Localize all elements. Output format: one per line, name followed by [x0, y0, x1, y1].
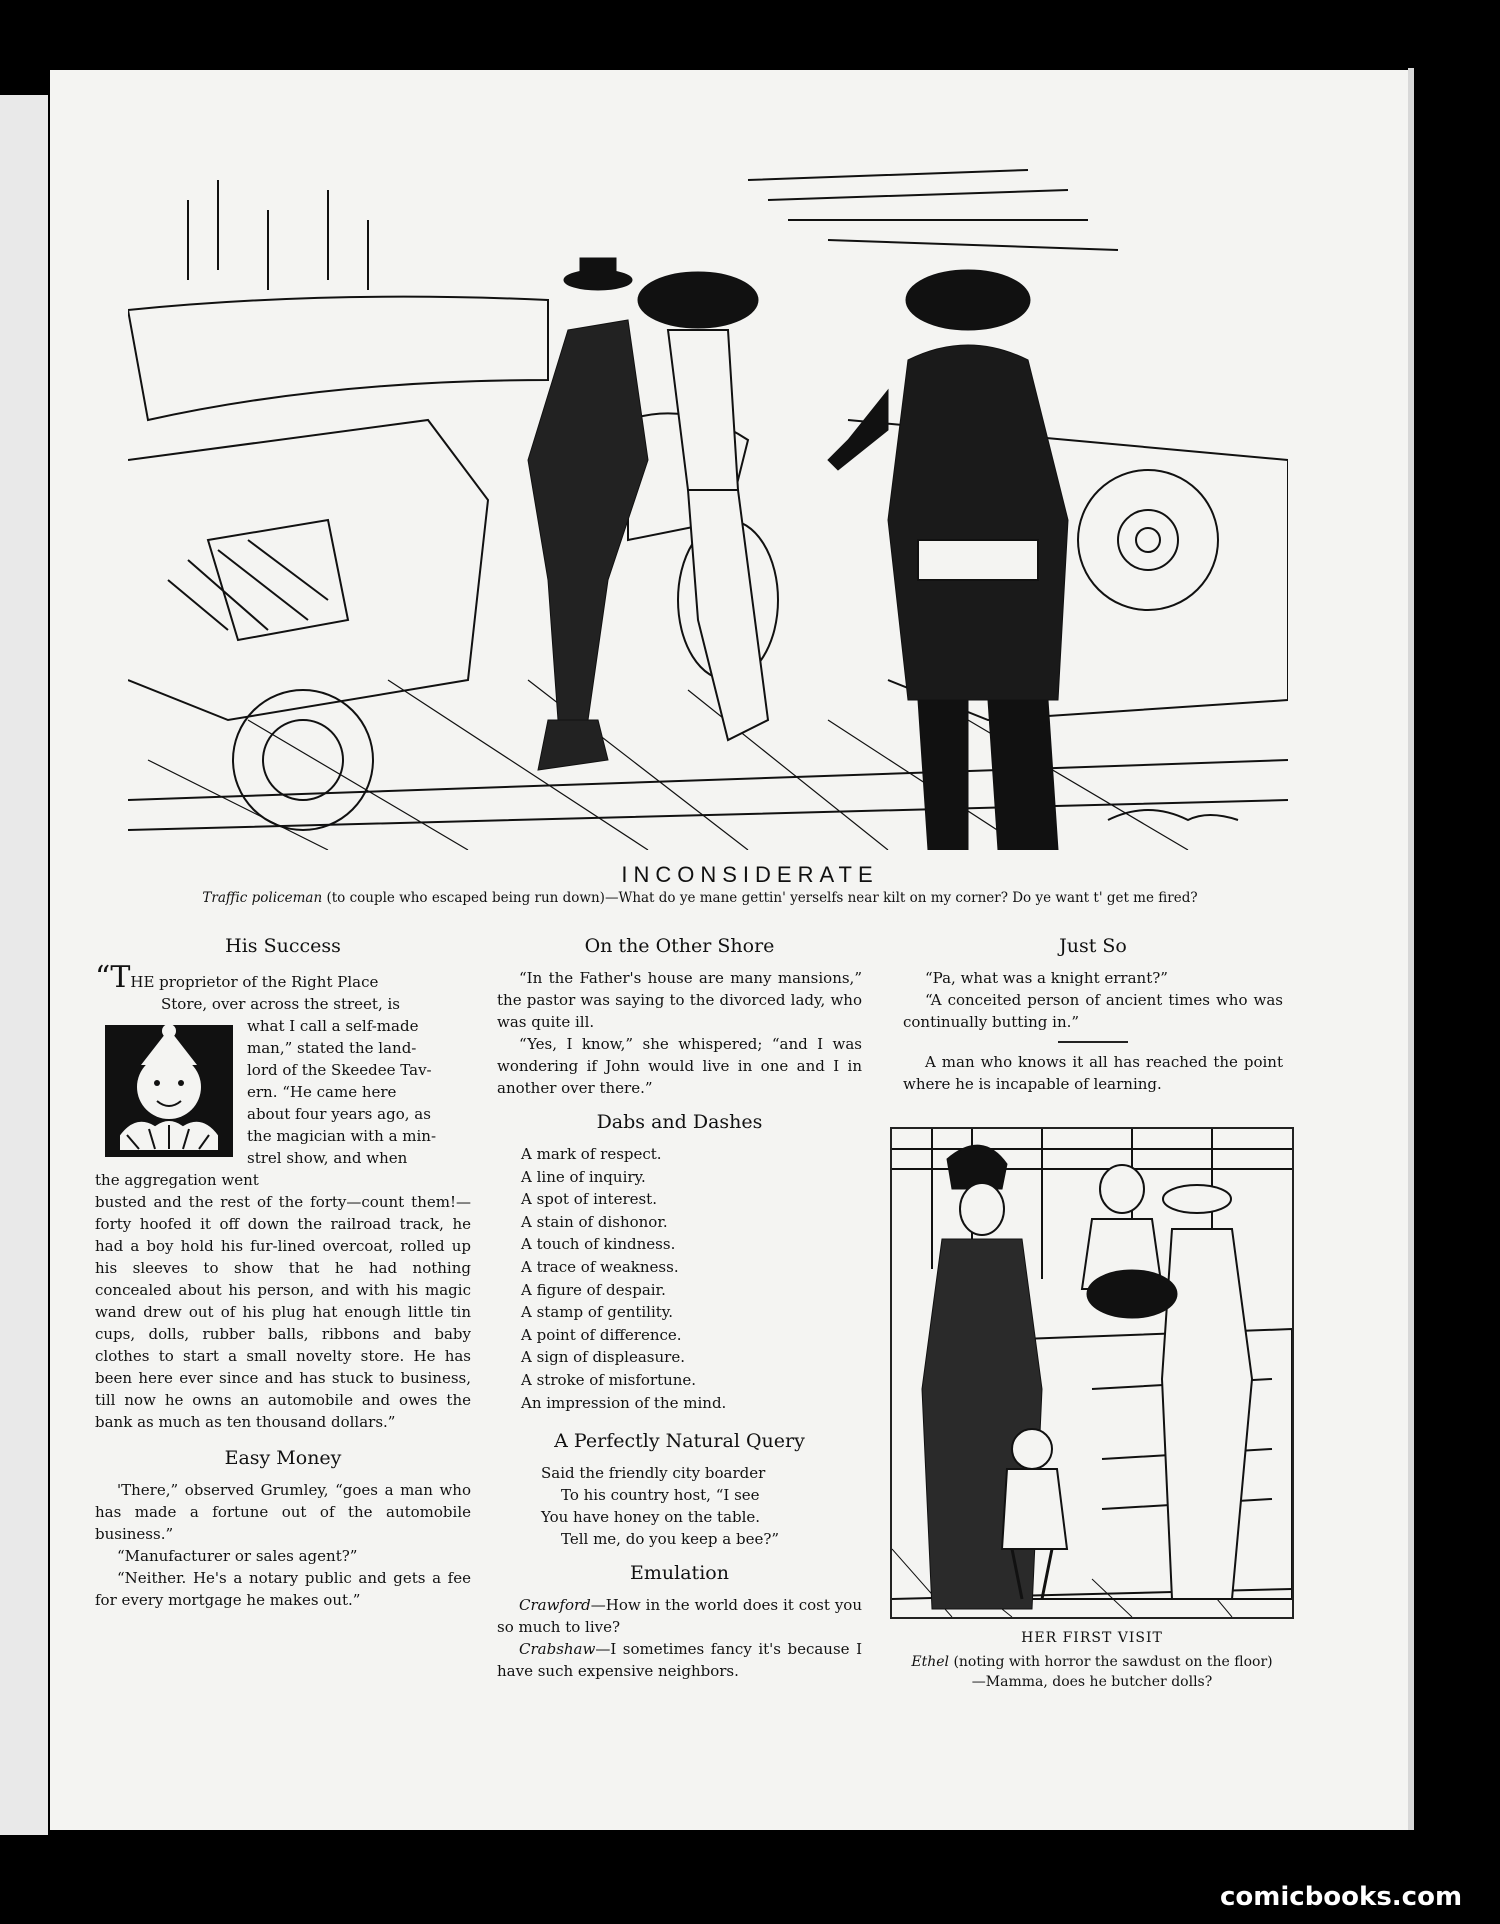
facing-page-edge — [0, 95, 48, 1835]
column-middle — [497, 935, 862, 1682]
caption-line-2: —Mamma, does he butcher dolls? — [971, 1674, 1213, 1690]
his-success-body: busted and the rest of the forty—count them!—forty hoofed it off down the railroad track, he had a boy hold his fur-lined overcoat, rolled up his sleeves to show that he had nothing concealed about his person, and with his magic wand drew out of his plug hat enough little tin cups, dolls, rubber balls, ribbons and baby clothes to start a small novelty store. He has been here ever since and has stuck to business, till now he owns an automobile and owes the bank as much as ten thousand dollars.” — [95, 1193, 471, 1431]
dabs-item: A stamp of gentility. — [521, 1303, 674, 1322]
poem-line: To his country host, “I see — [561, 1486, 760, 1505]
emulation-line-1 — [497, 1594, 862, 1638]
dabs-heading: Dabs and Dashes — [596, 1111, 763, 1133]
his-success-line: what I call a self-made — [247, 1017, 419, 1035]
his-success-line: man,” stated the land- — [247, 1039, 417, 1057]
column-left — [95, 935, 471, 1611]
cartoon-caption — [130, 890, 1270, 906]
dropcap: “T — [95, 960, 131, 995]
aphorism: A man who knows it all has reached the point where he is incapable of learning. — [903, 1053, 1283, 1093]
easy-money-paragraph: “Neither. He's a notary public and gets a fee for every mortgage he makes out.” — [95, 1569, 471, 1609]
site-watermark: comicbooks.com — [1220, 1882, 1463, 1912]
just-so-heading: Just So — [1059, 935, 1127, 957]
easy-money-paragraph: 'There,” observed Grumley, “goes a man who has made a fortune out of the automobile business.” — [95, 1481, 471, 1543]
his-success-line: lord of the Skeedee Tav- — [247, 1061, 432, 1079]
dabs-item: A point of difference. — [521, 1325, 682, 1344]
divider — [1058, 1041, 1128, 1043]
poem-line: Said the friendly city boarder — [541, 1464, 766, 1483]
other-shore-heading: On the Other Shore — [584, 935, 775, 957]
speaker-crabshaw: Crabshaw — [519, 1640, 596, 1659]
his-success-line: strel show, and when — [247, 1149, 408, 1167]
his-success-heading: His Success — [225, 935, 341, 957]
emulation-text: —How in the world does it cost you so much to live? — [497, 1596, 862, 1637]
her-first-visit-caption — [890, 1652, 1294, 1692]
page-edge — [1408, 68, 1414, 1830]
dabs-item: A trace of weakness. — [521, 1257, 679, 1276]
other-shore-paragraph: “Yes, I know,” she whispered; “and I was wondering if John would live in one and I in another over there.” — [497, 1035, 862, 1097]
emulation-text: —I sometimes fancy it's because I have such expensive neighbors. — [497, 1640, 862, 1681]
other-shore-paragraph: “In the Father's house are many mansions,” the pastor was saying to the divorced lady, who was quite ill. — [497, 969, 862, 1031]
just-so-question: “Pa, what was a knight errant?” — [925, 969, 1168, 987]
his-success-line: HE proprietor of the Right Place — [130, 973, 379, 991]
dabs-item: A spot of interest. — [521, 1190, 657, 1209]
inconsiderate-cartoon-illustration — [128, 160, 1288, 850]
dabs-item: A stain of dishonor. — [521, 1212, 668, 1231]
dabs-item: An impression of the mind. — [521, 1393, 727, 1412]
his-success-line: the magician with a min- — [247, 1127, 437, 1145]
dabs-item: A figure of despair. — [521, 1280, 666, 1299]
cartoon-title: INCONSIDERATE — [621, 862, 879, 887]
caption-text: (noting with horror the sawdust on the floor) — [953, 1654, 1273, 1670]
poem-line: You have honey on the table. — [541, 1508, 761, 1527]
column-right — [903, 935, 1283, 1095]
easy-money-paragraph: “Manufacturer or sales agent?” — [117, 1547, 358, 1565]
dabs-item: A line of inquiry. — [521, 1167, 646, 1186]
speaker-ethel: Ethel — [911, 1654, 949, 1670]
query-heading: A Perfectly Natural Query — [554, 1430, 805, 1453]
caption-speaker: Traffic policeman — [202, 890, 323, 906]
his-success-first-line — [95, 960, 471, 995]
speaker-crawford: Crawford — [519, 1596, 591, 1615]
clown-illustration — [105, 1025, 233, 1157]
his-success-line: ern. “He came here — [247, 1083, 397, 1101]
dabs-item: A stroke of misfortune. — [521, 1370, 697, 1389]
dabs-item: A sign of displeasure. — [521, 1348, 685, 1367]
dabs-item: A mark of respect. — [521, 1145, 662, 1163]
emulation-heading: Emulation — [630, 1562, 729, 1585]
caption-line-1 — [890, 1652, 1294, 1672]
caption-text: (to couple who escaped being run down)—What do ye mane gettin' yerselfs near kilt on my corner? Do ye want t' get me fired? — [326, 890, 1198, 906]
dabs-item: A touch of kindness. — [521, 1235, 676, 1254]
emulation-line-2 — [497, 1638, 862, 1682]
poem-line: Tell me, do you keep a bee?” — [561, 1530, 780, 1549]
just-so-answer: “A conceited person of ancient times who was continually butting in.” — [903, 991, 1283, 1031]
her-first-visit-title: HER FIRST VISIT — [1021, 1630, 1163, 1646]
his-success-line: the aggregation went — [95, 1171, 259, 1189]
easy-money-heading: Easy Money — [224, 1447, 342, 1469]
his-success-line: about four years ago, as — [247, 1105, 431, 1123]
his-success-line: Store, over across the street, is — [161, 995, 400, 1013]
butcher-shop-illustration — [890, 1127, 1294, 1619]
